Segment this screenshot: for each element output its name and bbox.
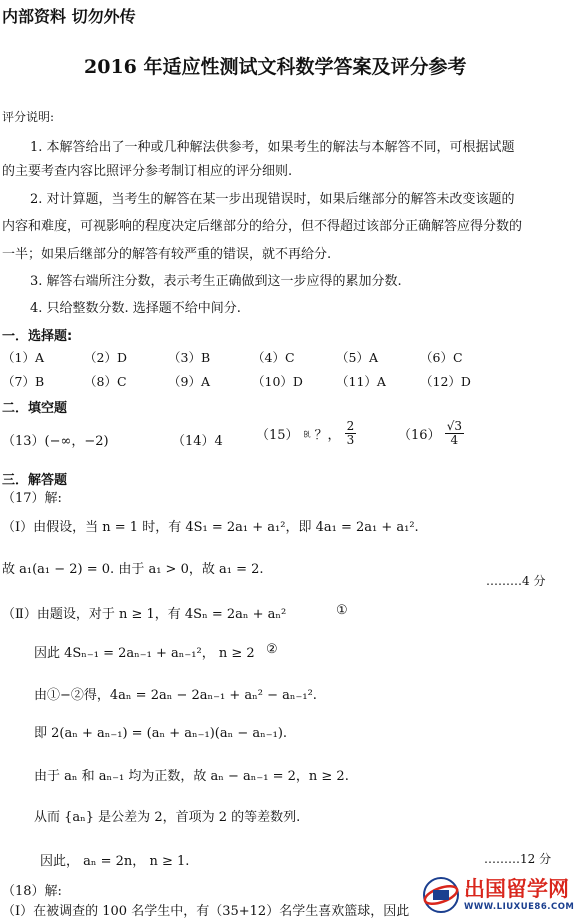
equation-marker: ① [336, 603, 348, 618]
fraction-denominator: 3 [346, 433, 355, 447]
choice-answer: （7）B [2, 374, 45, 389]
scoring-p2a: 2. 对计算题，当考生的解答在某一步出现错误时，如果后继部分的解答未改变该题的 [30, 192, 515, 207]
page-title: 2016 年适应性测试文科数学答案及评分参考 [84, 56, 467, 78]
fill-15-fraction [345, 420, 357, 447]
section-fill-heading: 二．填空题 [2, 401, 68, 416]
scoring-p3: 3. 解答右端所注分数，表示考生正确做到这一步应得的累加分数. [30, 274, 402, 289]
fill-answer-16 [398, 420, 464, 447]
scoring-p2b: 内容和难度，可视影响的程度决定后继部分的给分，但不得超过该部分正确解答应得分数的 [2, 219, 523, 234]
scoring-heading: 评分说明: [2, 110, 55, 124]
solution-line: 因此， aₙ = 2n， n ≥ 1. [40, 854, 190, 869]
watermark-site-url: WWW.LIUXUE86.COM [464, 902, 575, 912]
fill-answer-15 [256, 420, 356, 447]
choice-answer: （1）A [2, 350, 44, 365]
choice-answer: （5）A [336, 350, 378, 365]
solution-line: 即 2(aₙ + aₙ₋₁) = (aₙ + aₙ₋₁)(aₙ − aₙ₋₁). [34, 726, 288, 741]
fill-16-label: （16） [398, 428, 441, 443]
fraction-numerator: 2 [346, 419, 355, 433]
problem-18-label: （18）解: [2, 884, 62, 899]
choice-answer: （12）D [420, 374, 471, 389]
choice-answer: （6）C [420, 350, 463, 365]
fill-answer-14: （14）4 [172, 434, 223, 449]
scoring-p4: 4. 只给整数分数. 选择题不给中间分. [30, 301, 241, 316]
section-choice-heading: 一．选择题: [2, 329, 73, 344]
fill-15-mid: ？， [314, 428, 341, 443]
problem-17-label: （17）解: [2, 491, 62, 506]
choice-answer: （8）C [84, 374, 127, 389]
choice-answer: （9）A [168, 374, 210, 389]
fraction-denominator: 4 [450, 433, 459, 447]
fill-16-fraction [445, 420, 464, 447]
solution-line: （Ⅰ）由假设，当 n = 1 时，有 4S₁ = 2a₁ + a₁²，即 4a₁ = 2a₁ + a₁². [2, 520, 419, 535]
solution-line: 故 a₁(a₁ − 2) = 0. 由于 a₁ > 0，故 a₁ = 2. [2, 562, 264, 577]
solution-line: 从而 {aₙ} 是公差为 2，首项为 2 的等差数列. [34, 810, 301, 825]
globe-logo-icon [422, 876, 460, 914]
fill-15-garbled-glyph: ಹ [300, 429, 314, 438]
score-mark: ………12 分 [484, 852, 552, 866]
choice-answer: （2）D [84, 350, 127, 365]
fill-15-label: （15） [256, 428, 299, 443]
solution-line: 由于 aₙ 和 aₙ₋₁ 均为正数，故 aₙ − aₙ₋₁ = 2，n ≥ 2. [34, 769, 349, 784]
solution-line: （Ⅱ）由题设，对于 n ≥ 1，有 4Sₙ = 2aₙ + aₙ² [2, 607, 287, 622]
fill-answer-13: （13）(−∞，−2) [2, 434, 109, 449]
section-solution-heading: 三．解答题 [2, 473, 68, 488]
solution-line: （Ⅰ）在被调查的 100 名学生中，有（35+12）名学生喜欢篮球，因此 [2, 904, 410, 919]
solution-line: 由①−②得，4aₙ = 2aₙ − 2aₙ₋₁ + aₙ² − aₙ₋₁². [34, 688, 317, 703]
scoring-p1a: 1. 本解答给出了一种或几种解法供参考，如果考生的解法与本解答不同，可根据试题 [30, 140, 515, 155]
scoring-p2c: 一半；如果后继部分的解答有较严重的错误，就不再给分. [2, 247, 332, 262]
choice-answer: （11）A [336, 374, 386, 389]
choice-answer: （4）C [252, 350, 295, 365]
watermark-site-name: 出国留学网 [464, 877, 569, 901]
equation-marker: ② [266, 642, 278, 657]
scoring-p1b: 的主要考查内容比照评分参考制订相应的评分细则. [2, 164, 293, 179]
fraction-numerator: √3 [446, 419, 462, 433]
choice-answer: （3）B [168, 350, 211, 365]
score-mark: ………4 分 [486, 574, 546, 588]
site-watermark [418, 870, 576, 920]
internal-notice: 内部资料 切勿外传 [2, 7, 136, 26]
choice-answer: （10）D [252, 374, 303, 389]
solution-line: 因此 4Sₙ₋₁ = 2aₙ₋₁ + aₙ₋₁²， n ≥ 2 [34, 646, 255, 661]
